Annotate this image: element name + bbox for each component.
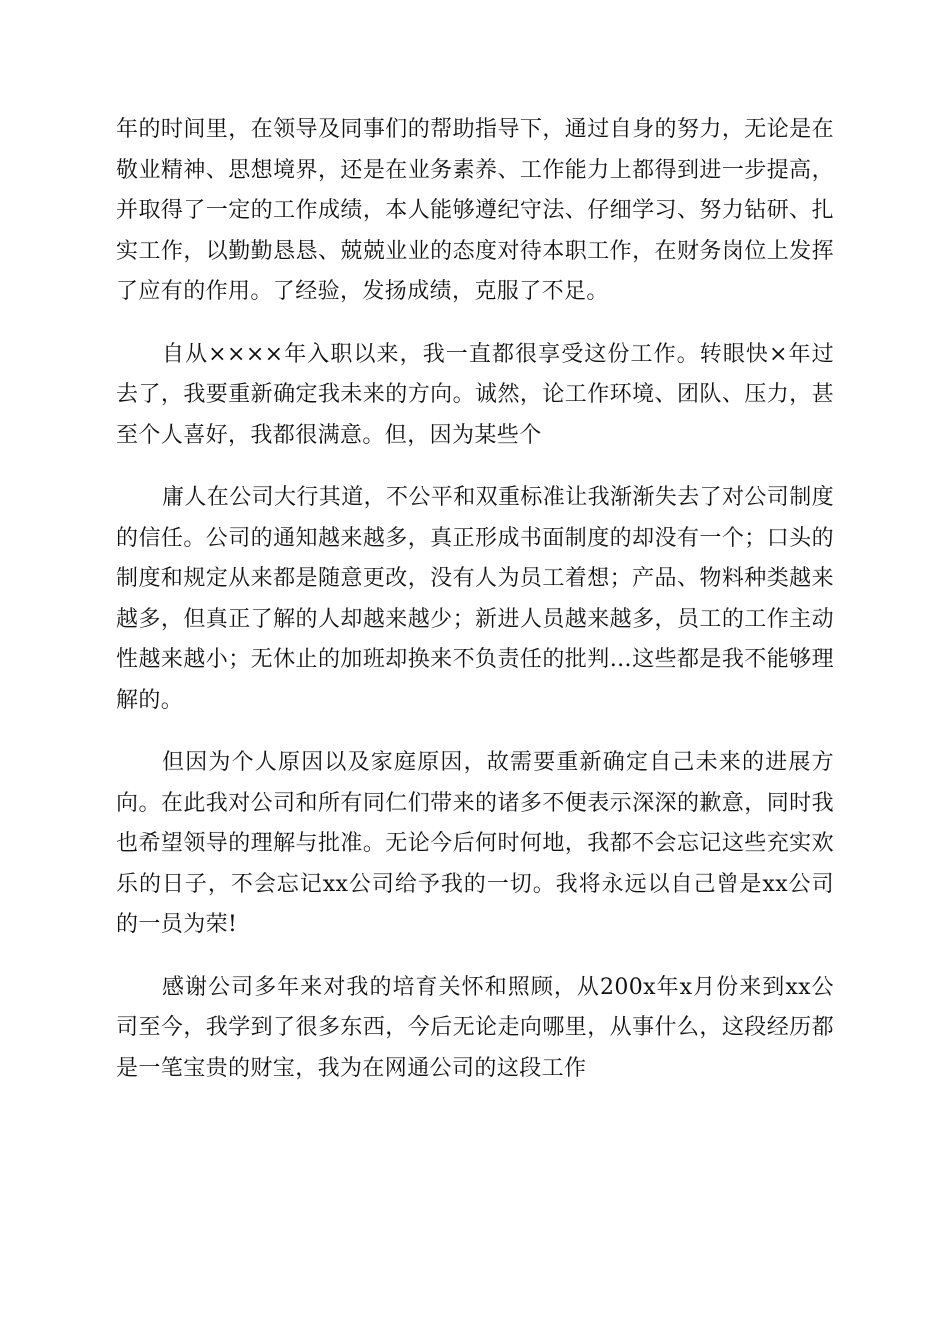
paragraph-1: 年的时间里，在领导及同事们的帮助指导下，通过自身的努力，无论是在敬业精神、思想境界，还是在业务素养、工作能力上都得到进一步提高，并取得了一定的工作成绩，本人能够遵纪守法、仔细学习、努力钻研、扎实工作，以勤勤恳恳、兢兢业业的态度对待本职工作，在财务岗位上发挥了应有的作用。了经验，发扬成绩，克服了不足。 <box>116 117 834 304</box>
paragraph-2: 自从××××年入职以来，我一直都很享受这份工作。转眼快×年过去了，我要重新确定我未来的方向。诚然，论工作环境、团队、压力，甚至个人喜好，我都很满意。但，因为某些个 <box>116 341 834 448</box>
document-body <box>116 110 834 1111</box>
paragraph-5: 感谢公司多年来对我的培育关怀和照顾，从200x年x月份来到xx公司至今，我学到了很多东西，今后无论走向哪里，从事什么，这段经历都是一笔宝贵的财宝，我为在网通公司的这段工作 <box>116 974 835 1081</box>
paragraph-3: 庸人在公司大行其道，不公平和双重标准让我渐渐失去了对公司制度的信任。公司的通知越来越多，真正形成书面制度的却没有一个；口头的制度和规定从来都是随意更改，没有人为员工着想；产品、物料种类越来越多，但真正了解的人却越来越少；新进人员越来越多，员工的工作主动性越来越小；无休止的加班却换来不负责任的批判…这些都是我不能够理解的。 <box>116 485 835 713</box>
paragraph-4: 但因为个人原因以及家庭原因，故需要重新确定自己未来的进展方向。在此我对公司和所有同仁们带来的诸多不便表示深深的歉意，同时我也希望领导的理解与批准。无论今后何时何地，我都不会忘记这些充实欢乐的日子，不会忘记xx公司给予我的一切。我将永远以自己曾是xx公司的一员为荣! <box>116 750 834 937</box>
